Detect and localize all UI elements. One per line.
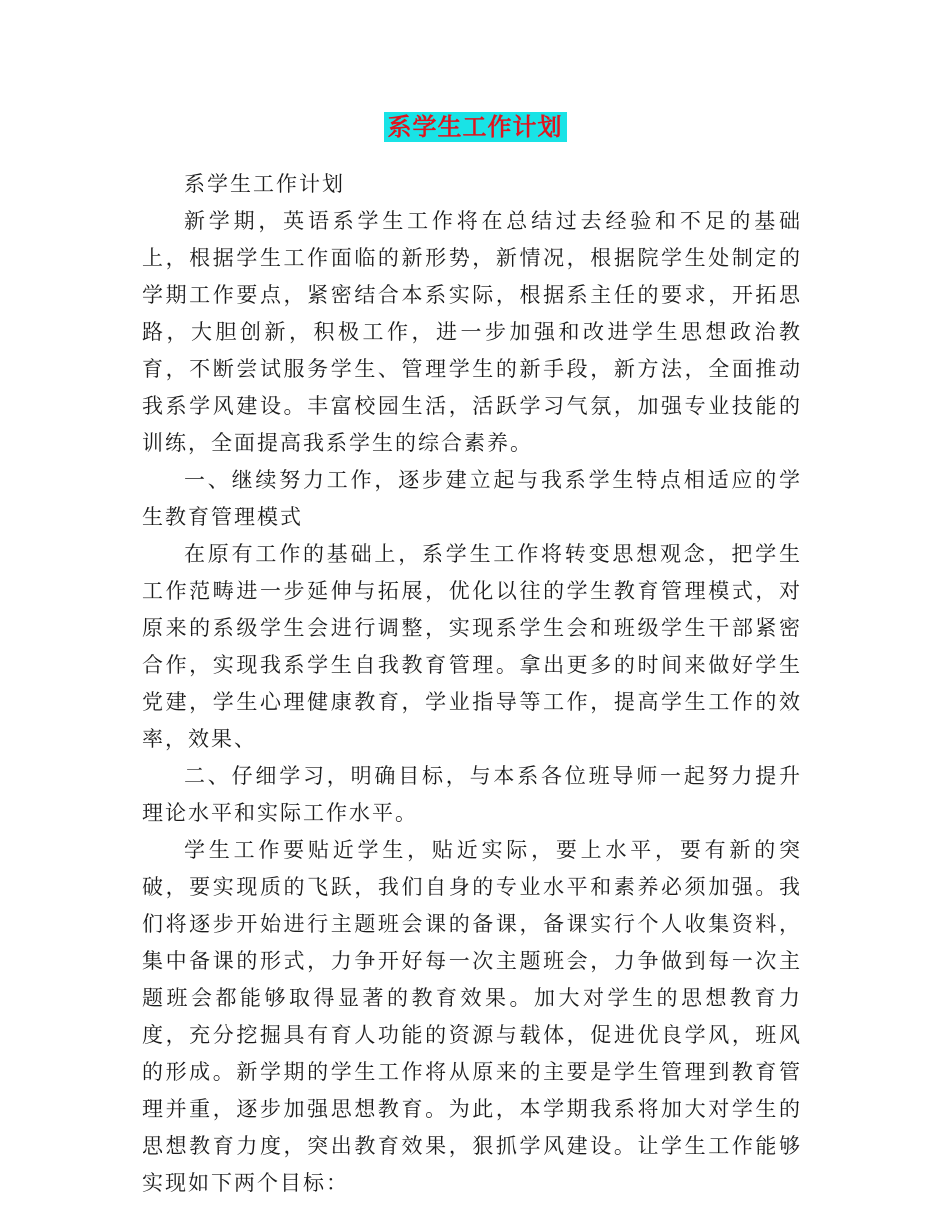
title-container (0, 112, 950, 142)
document-title: 系学生工作计划 (384, 112, 567, 142)
subtitle-paragraph: 系学生工作计划 (184, 172, 345, 196)
intro-paragraph: 新学期，英语系学生工作将在总结过去经验和不足的基础上，根据学生工作面临的新形势，新情况，根据院学生处制定的学期工作要点，紧密结合本系实际，根据系主任的要求，开拓思路，大胆创新，积极工作，进一步加强和改进学生思想政治教育，不断尝试服务学生、管理学生的新手段，新方法，全面推动我系学风建设。丰富校园生活，活跃学习气氛，加强专业技能的训练，全面提高我系学生的综合素养。 (142, 209, 802, 455)
section-heading-1: 一、继续努力工作，逐步建立起与我系学生特点相适应的学生教育管理模式 (142, 468, 802, 529)
section-paragraph-2: 学生工作要贴近学生，贴近实际，要上水平，要有新的突破，要实现质的飞跃，我们自身的专业水平和素养必须加强。我们将逐步开始进行主题班会课的备课，备课实行个人收集资料，集中备课的形式，力争开好每一次主题班会，力争做到每一次主题班会都能够取得显著的教育效果。加大对学生的思想教育力度，充分挖掘具有育人功能的资源与载体，促进优良学风，班风的形成。新学期的学生工作将从原来的主要是学生管理到教育管理并重，逐步加强思想教育。为此，本学期我系将加大对学生的思想教育力度，突出教育效果，狠抓学风建设。让学生工作能够实现如下两个目标： (142, 838, 802, 1195)
document-body (142, 166, 802, 1202)
section-heading-2: 二、仔细学习，明确目标，与本系各位班导师一起努力提升理论水平和实际工作水平。 (142, 764, 802, 825)
section-paragraph-1: 在原有工作的基础上，系学生工作将转变思想观念，把学生工作范畴进一步延伸与拓展，优化以往的学生教育管理模式，对原来的系级学生会进行调整，实现系学生会和班级学生干部紧密合作，实现我系学生自我教育管理。拿出更多的时间来做好学生党建，学生心理健康教育，学业指导等工作，提高学生工作的效率，效果、 (142, 542, 802, 751)
